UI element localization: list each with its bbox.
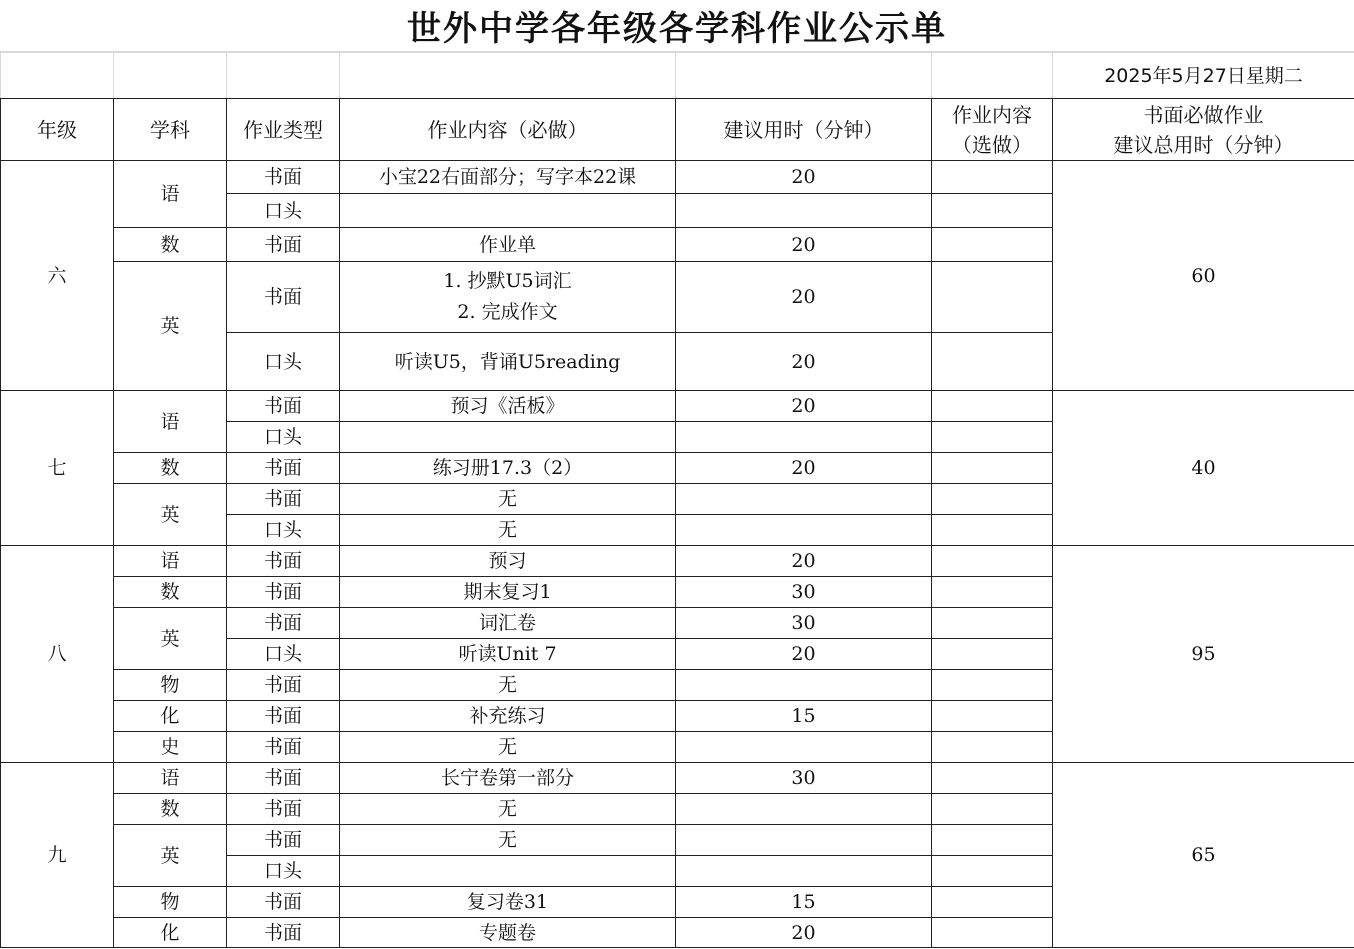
type-cell[interactable]: 书面 [227,484,340,515]
optional-cell[interactable] [932,577,1053,608]
type-cell[interactable]: 书面 [227,701,340,732]
header-optional-line1: 作业内容 [952,102,1032,127]
content-cell[interactable]: 期末复习1 [340,577,676,608]
time-cell[interactable]: 30 [676,608,932,639]
total-cell[interactable]: 95 [1053,546,1354,763]
blank-cell[interactable] [227,53,340,99]
content-cell[interactable]: 复习卷31 [340,887,676,918]
content-cell[interactable] [340,856,676,887]
type-cell[interactable]: 口头 [227,639,340,670]
header-grade[interactable]: 年级 [1,99,114,161]
header-total-line1: 书面必做作业 [1143,102,1264,127]
subject-cell[interactable]: 数 [114,453,227,484]
header-total[interactable] [1053,99,1354,161]
content-cell[interactable]: 长宁卷第一部分 [340,763,676,794]
optional-cell[interactable] [932,422,1053,453]
content-cell[interactable] [340,262,676,333]
content-cell[interactable]: 词汇卷 [340,608,676,639]
time-cell[interactable]: 20 [676,453,932,484]
subject-cell[interactable]: 英 [114,484,227,546]
content-cell[interactable]: 预习《活板》 [340,391,676,422]
header-content[interactable]: 作业内容（必做） [340,99,676,161]
time-cell[interactable] [676,484,932,515]
subject-cell[interactable]: 数 [114,794,227,825]
optional-cell[interactable] [932,484,1053,515]
subject-cell[interactable]: 英 [114,262,227,391]
type-cell[interactable]: 书面 [227,794,340,825]
content-cell[interactable]: 作业单 [340,228,676,262]
optional-cell[interactable] [932,763,1053,794]
content-cell[interactable]: 无 [340,515,676,546]
type-cell[interactable]: 书面 [227,670,340,701]
header-optional-line2: （选做） [952,132,1032,157]
subject-cell[interactable]: 数 [114,228,227,262]
time-cell[interactable]: 20 [676,333,932,391]
sheet-title: 世外中学各年级各学科作业公示单 [0,0,1354,52]
optional-cell[interactable] [932,825,1053,856]
table-row [1,391,1354,422]
subject-cell[interactable]: 语 [114,391,227,453]
optional-cell[interactable] [932,515,1053,546]
blank-cell[interactable] [114,53,227,99]
type-cell[interactable]: 书面 [227,262,340,333]
optional-cell[interactable] [932,887,1053,918]
header-subject[interactable]: 学科 [114,99,227,161]
grade-cell[interactable]: 六 [1,161,114,391]
time-cell[interactable] [676,194,932,228]
content-cell[interactable]: 无 [340,484,676,515]
subject-cell[interactable]: 语 [114,546,227,577]
optional-cell[interactable] [932,794,1053,825]
grade-cell[interactable]: 八 [1,546,114,763]
header-total-line2: 建议总用时（分钟） [1113,132,1294,157]
type-cell[interactable]: 口头 [227,333,340,391]
content-cell[interactable]: 无 [340,670,676,701]
type-cell[interactable]: 书面 [227,391,340,422]
type-cell[interactable]: 口头 [227,194,340,228]
optional-cell[interactable] [932,701,1053,732]
content-cell[interactable]: 练习册17.3（2） [340,453,676,484]
content-cell[interactable]: 无 [340,825,676,856]
optional-cell[interactable] [932,639,1053,670]
content-cell[interactable]: 预习 [340,546,676,577]
time-cell[interactable]: 20 [676,391,932,422]
type-cell[interactable]: 口头 [227,515,340,546]
content-cell[interactable]: 无 [340,732,676,763]
time-cell[interactable] [676,422,932,453]
blank-cell[interactable] [932,53,1053,99]
subject-cell[interactable]: 化 [114,918,227,948]
table-row [1,161,1354,194]
subject-cell[interactable]: 史 [114,732,227,763]
optional-cell[interactable] [932,262,1053,333]
grade-cell[interactable]: 九 [1,763,114,948]
type-cell[interactable]: 书面 [227,161,340,194]
content-cell[interactable] [340,194,676,228]
header-time[interactable]: 建议用时（分钟） [676,99,932,161]
type-cell[interactable]: 书面 [227,608,340,639]
optional-cell[interactable] [932,670,1053,701]
date-cell[interactable]: 2025年5月27日星期二 [1053,53,1354,99]
blank-cell[interactable] [1,53,114,99]
time-cell[interactable]: 20 [676,918,932,948]
content-line: 1. 抄默U5词汇 [443,270,572,292]
content-cell[interactable] [340,422,676,453]
time-cell[interactable]: 20 [676,639,932,670]
optional-cell[interactable] [932,453,1053,484]
subject-cell[interactable]: 物 [114,670,227,701]
header-row [1,99,1354,161]
type-cell[interactable]: 书面 [227,546,340,577]
time-cell[interactable]: 15 [676,701,932,732]
content-line: 2. 完成作文 [457,301,558,323]
date-row [1,53,1354,99]
subject-cell[interactable]: 语 [114,161,227,228]
type-cell[interactable]: 书面 [227,918,340,948]
type-cell[interactable]: 口头 [227,422,340,453]
time-cell[interactable] [676,670,932,701]
optional-cell[interactable] [932,194,1053,228]
header-type[interactable]: 作业类型 [227,99,340,161]
type-cell[interactable]: 口头 [227,856,340,887]
optional-cell[interactable] [932,333,1053,391]
time-cell[interactable]: 20 [676,228,932,262]
type-cell[interactable]: 书面 [227,228,340,262]
optional-cell[interactable] [932,161,1053,194]
homework-table [0,52,1354,948]
time-cell[interactable]: 20 [676,161,932,194]
subject-cell[interactable]: 英 [114,608,227,670]
time-cell[interactable]: 20 [676,546,932,577]
time-cell[interactable] [676,794,932,825]
optional-cell[interactable] [932,391,1053,422]
blank-cell[interactable] [340,53,676,99]
grade-cell[interactable]: 七 [1,391,114,546]
time-cell[interactable]: 30 [676,763,932,794]
subject-cell[interactable]: 英 [114,825,227,887]
type-cell[interactable]: 书面 [227,887,340,918]
total-cell[interactable]: 40 [1053,391,1354,546]
content-cell[interactable]: 小宝22右面部分；写字本22课 [340,161,676,194]
optional-cell[interactable] [932,546,1053,577]
subject-cell[interactable]: 物 [114,887,227,918]
time-cell[interactable]: 30 [676,577,932,608]
content-cell[interactable]: 听读Unit 7 [340,639,676,670]
time-cell[interactable]: 15 [676,887,932,918]
total-cell[interactable]: 65 [1053,763,1354,948]
time-cell[interactable]: 20 [676,262,932,333]
type-cell[interactable]: 书面 [227,453,340,484]
type-cell[interactable]: 书面 [227,763,340,794]
subject-cell[interactable]: 化 [114,701,227,732]
table-row [1,546,1354,577]
subject-cell[interactable]: 语 [114,763,227,794]
type-cell[interactable]: 书面 [227,577,340,608]
optional-cell[interactable] [932,608,1053,639]
time-cell[interactable] [676,856,932,887]
header-optional[interactable] [932,99,1053,161]
content-cell[interactable]: 补充练习 [340,701,676,732]
optional-cell[interactable] [932,856,1053,887]
table-row [1,763,1354,794]
content-cell[interactable]: 听读U5，背诵U5reading [340,333,676,391]
type-cell[interactable]: 书面 [227,732,340,763]
subject-cell[interactable]: 数 [114,577,227,608]
blank-cell[interactable] [676,53,932,99]
content-cell[interactable]: 无 [340,794,676,825]
optional-cell[interactable] [932,918,1053,948]
optional-cell[interactable] [932,228,1053,262]
time-cell[interactable] [676,515,932,546]
time-cell[interactable] [676,732,932,763]
content-cell[interactable]: 专题卷 [340,918,676,948]
optional-cell[interactable] [932,732,1053,763]
total-cell[interactable]: 60 [1053,161,1354,391]
type-cell[interactable]: 书面 [227,825,340,856]
time-cell[interactable] [676,825,932,856]
